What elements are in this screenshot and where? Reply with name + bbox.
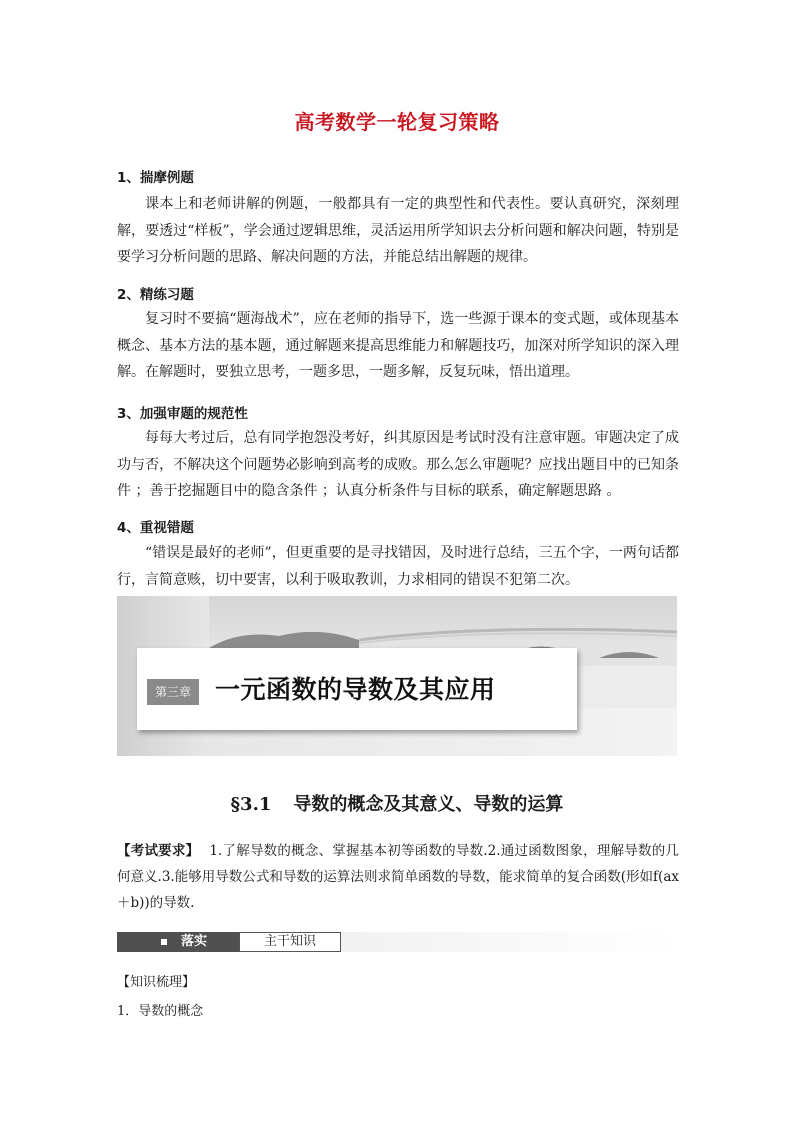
section-heading-3: 3、加强审题的规范性 [117,406,248,422]
section-paragraph-2: 复习时不要搞“题海战术”，应在老师的指导下，选一些源于课本的变式题，或体现基本概念、基本方法的基本题，通过解题来提高思维能力和解题技巧，加深对所学知识的深入理解。在解题时，要独立思考，一题多思，一题多解，反复玩味，悟出道理。 [117,311,679,380]
section-paragraph-4: “错误是最好的老师”，但更重要的是寻找错因，及时进行总结，三五个字，一两句话都行，言简意赅，切中要害，以利于吸取教训，力求相同的错误不犯第二次。 [117,545,679,588]
section-number: §3.1 [230,794,272,815]
chapter-tag: 第三章 [147,679,199,705]
knowledge-bar [117,932,677,952]
section-paragraph-3: 每每大考过后，总有同学抱怨没考好，纠其原因是考试时没有注意审题。审题决定了成功与否，不解决这个问题势必影响到高考的成败。那么怎么审题呢？应找出题目中的已知条件 ；善于挖掘题目中的隐含条件 ；认真分析条件与目标的联系，确定解题思路 。 [117,430,679,499]
section-title [0,790,794,816]
bar-dark-block [117,932,239,952]
exam-requirements [117,838,679,916]
section-heading-1: 1、揣摩例题 [117,170,194,186]
chapter-title: 一元函数的导数及其应用 [215,675,496,704]
page-title: 高考数学一轮复习策略 [294,110,500,134]
requirements-label: 【考试要求】 [117,843,200,859]
chapter-card [137,648,577,730]
chapter-banner [117,596,677,756]
square-bullet-icon [161,939,167,945]
section-heading-4: 4、重视错题 [117,520,194,536]
bar-sub-label: 主干知识 [239,932,341,952]
section-heading-2: 2、精练习题 [117,287,194,303]
bar-main-label: 落实 [181,934,208,949]
knowledge-item: 1．导数的概念 [117,1004,204,1019]
knowledge-heading: 【知识梳理】 [117,975,196,990]
requirements-text: 1.了解导数的概念、掌握基本初等函数的导数.2.通过函数图象，理解导数的几何意义.3.能够用导数公式和导数的运算法则求简单函数的导数，能求简单的复合函数(形如f(ax＋b))的导数. [117,843,679,911]
section-title-text: 导数的概念及其意义、导数的运算 [293,794,564,815]
section-paragraph-1: 课本上和老师讲解的例题，一般都具有一定的典型性和代表性。要认真研究，深刻理解，要透过“样板”，学会通过逻辑思维，灵活运用所学知识去分析问题和解决问题，特别是要学习分析问题的思路、解决问题的方法，并能总结出解题的规律。 [117,196,679,265]
